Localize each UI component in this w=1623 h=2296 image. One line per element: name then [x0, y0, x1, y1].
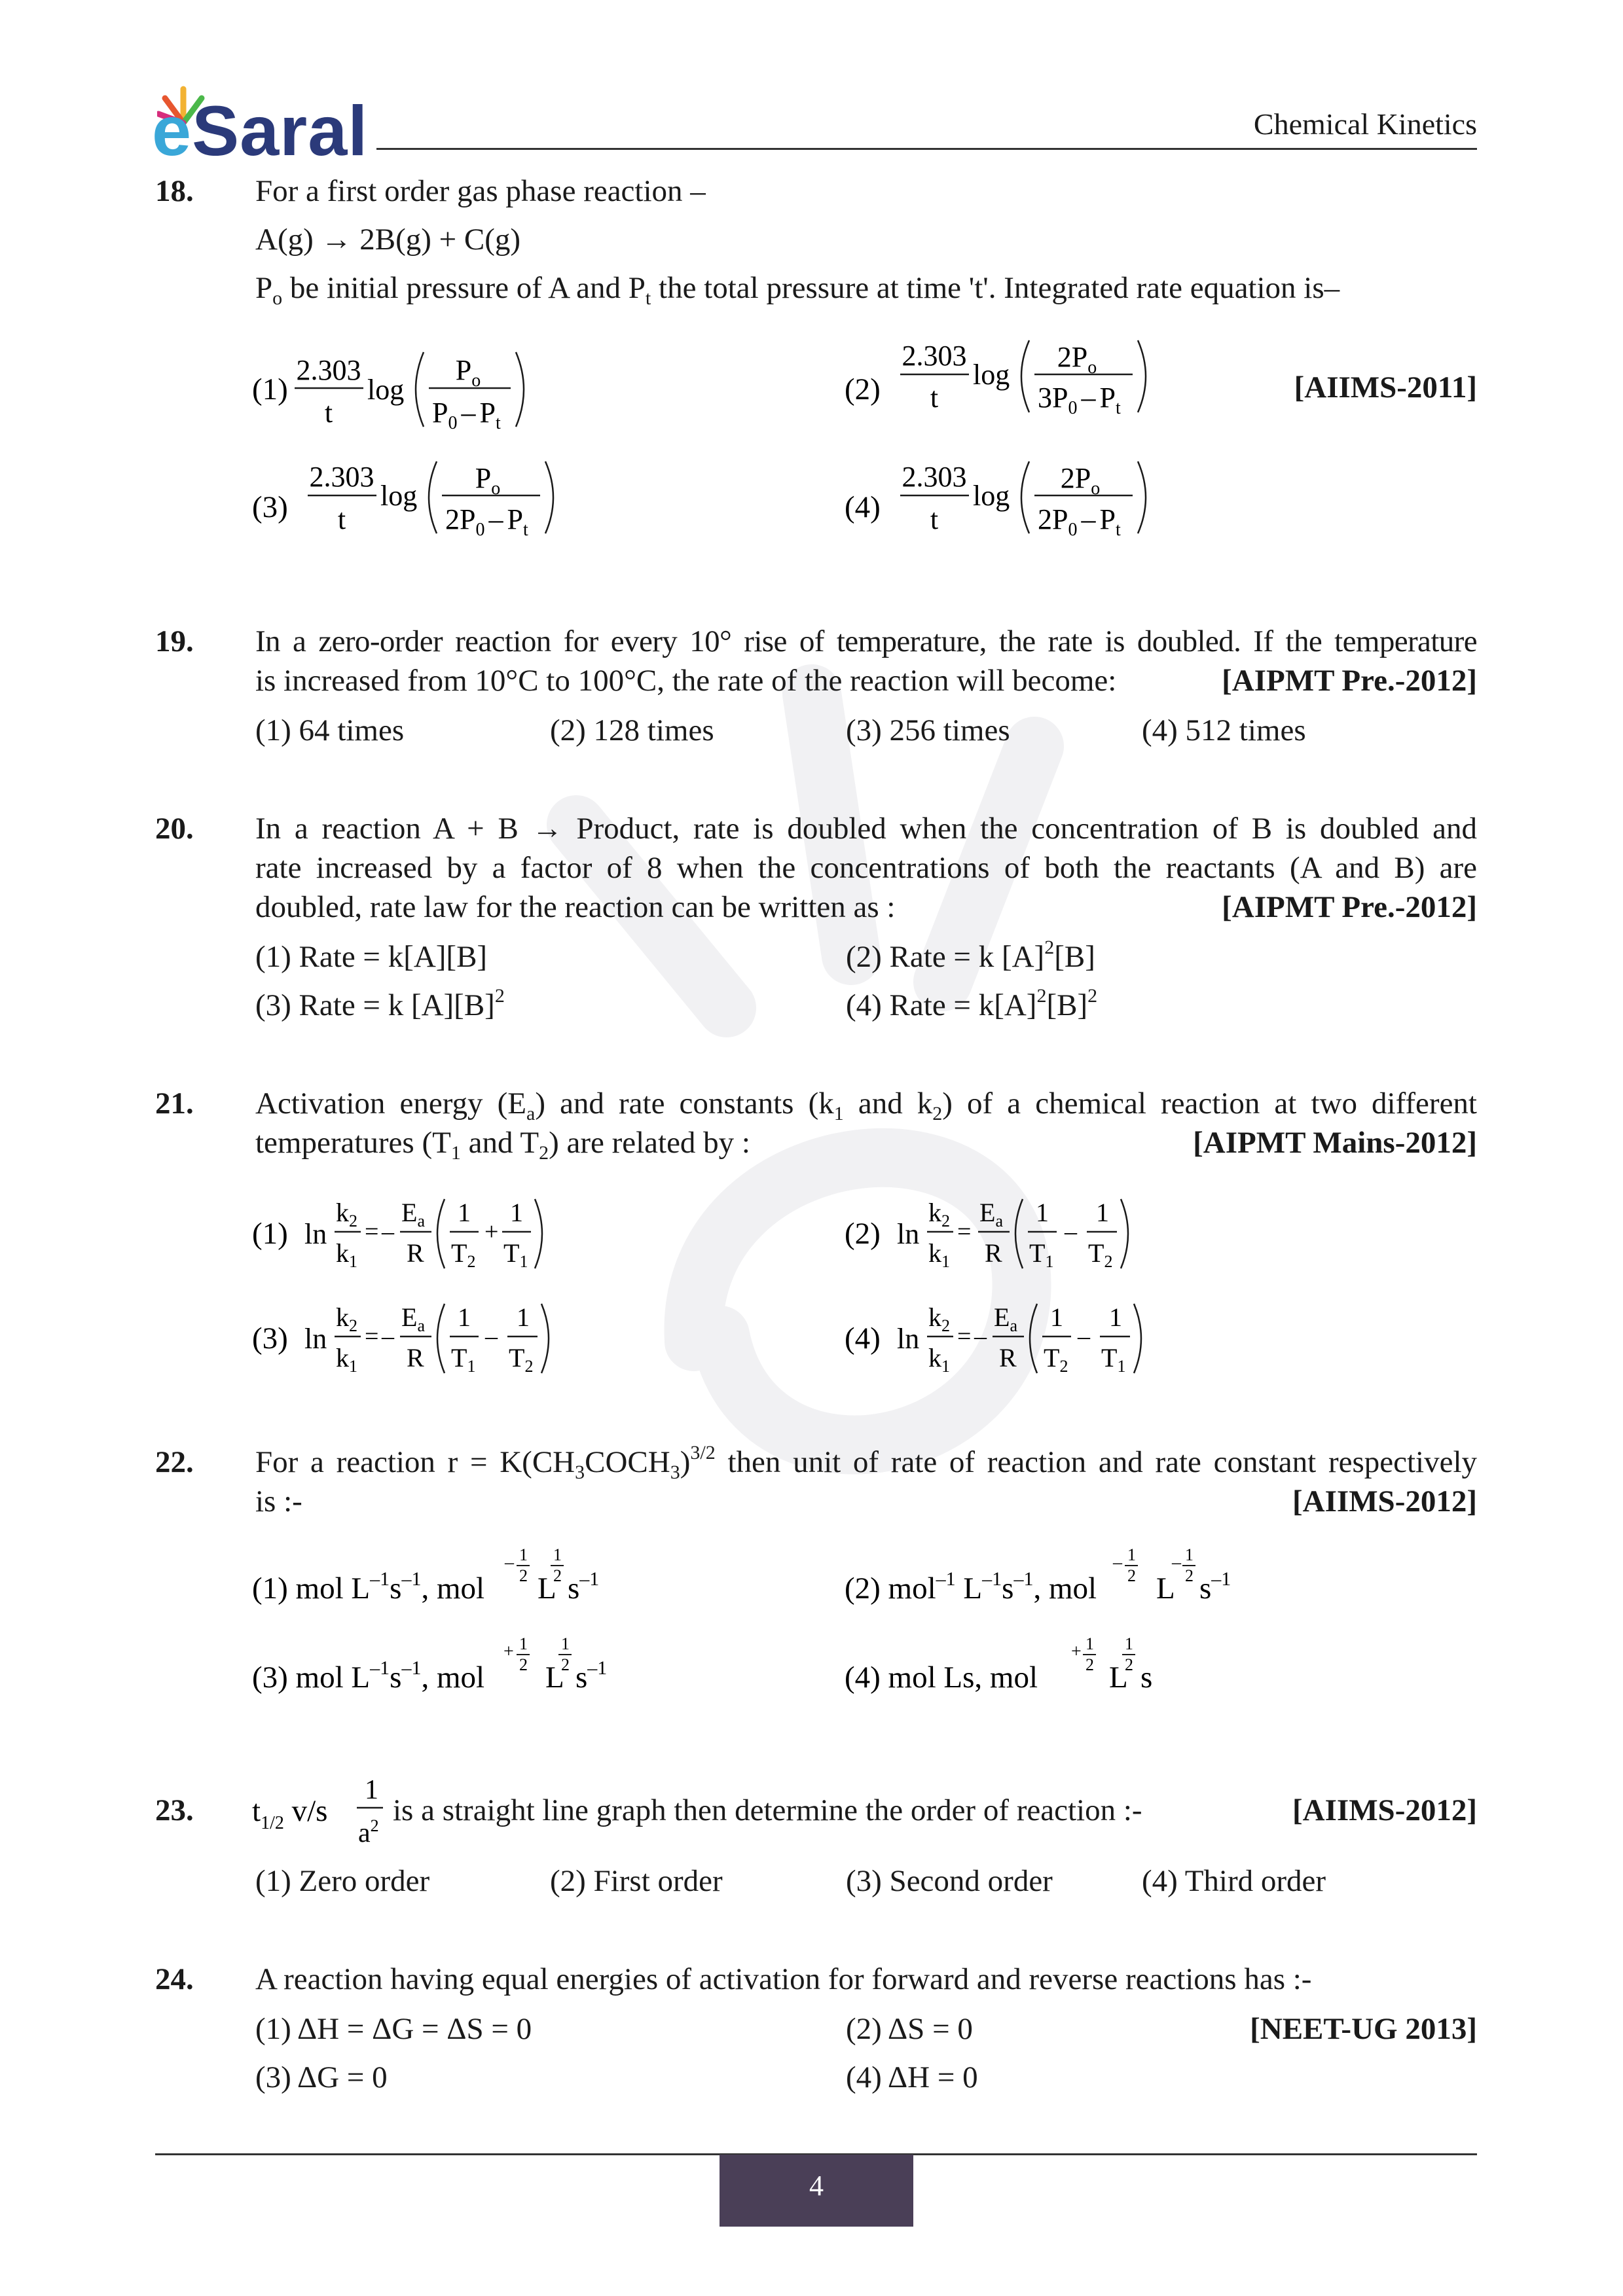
option-4[interactable]: (4) Third order — [1142, 1864, 1326, 1898]
option-2[interactable]: (2) ΔS = 0 — [846, 2012, 973, 2046]
svg-text:2: 2 — [1185, 1566, 1194, 1585]
svg-text:2.303: 2.303 — [902, 340, 967, 372]
svg-text:1: 1 — [517, 1302, 530, 1332]
svg-text:–: – — [382, 1323, 394, 1350]
question-text: In a zero-order reaction for every 10° rise of temperature, the rate is doubled. If the temperature — [255, 624, 1477, 658]
svg-text:Ea: $E_a$ — [401, 1198, 425, 1230]
svg-text:T1: $T_1$ — [503, 1238, 528, 1271]
svg-text:Ea: $E_a$ — [994, 1302, 1017, 1335]
question-number: 21. — [155, 1086, 194, 1121]
question-text: Activation energy $(E_a)$ and rate constants ($k_1$ and $k_2$) of a chemical reaction at two different — [255, 1086, 1477, 1124]
svg-text:1: 1 — [510, 1198, 523, 1227]
svg-text:k2: $k_2$ — [928, 1302, 950, 1335]
svg-text:+: + — [484, 1218, 499, 1246]
svg-text:k1: $k_1$ — [928, 1238, 950, 1271]
chapter-title: Chemical Kinetics — [1253, 107, 1477, 141]
svg-text:(4): (4) — [845, 490, 881, 524]
option-4[interactable]: (4) 512 times — [1142, 713, 1306, 747]
svg-text:+: + — [1071, 1641, 1082, 1662]
svg-text:1: 1 — [553, 1545, 562, 1564]
svg-text:(1): (1) — [252, 1217, 288, 1251]
question-text: rate increased by a factor of 8 when the concentrations of both the reactants (A and B) are — [255, 851, 1477, 885]
svg-text:R: R — [999, 1343, 1017, 1372]
question-text: temperatures ($T_1$ and $T_2$) are related by : — [255, 1126, 750, 1164]
svg-text:R: R — [407, 1343, 424, 1372]
svg-text:t: t — [930, 503, 939, 535]
question-number: 19. — [155, 624, 194, 658]
svg-text:–: – — [1113, 1552, 1122, 1573]
option-2[interactable]: (2) First order — [550, 1864, 723, 1898]
svg-text:–: – — [1172, 1552, 1181, 1573]
svg-text:log: log — [973, 480, 1010, 512]
svg-text:L: L — [545, 1660, 564, 1695]
svg-text:1: 1 — [1096, 1198, 1109, 1227]
svg-text:(4) mol Ls, mol: (4) mol Ls, mol — [845, 1660, 1038, 1695]
logo-text: eSaral — [152, 91, 369, 170]
svg-text:1: 1 — [1125, 1634, 1133, 1653]
svg-text:a2: $a^2$ — [358, 1816, 379, 1848]
svg-text:1: 1 — [519, 1634, 528, 1653]
question-number: 20. — [155, 812, 194, 846]
svg-text:k1: $k_1$ — [336, 1343, 357, 1376]
svg-text:T2: $T_2$ — [1044, 1343, 1068, 1376]
option-2-formula[interactable] — [845, 334, 1198, 445]
svg-text:1: 1 — [1036, 1198, 1049, 1227]
svg-text:(3): (3) — [252, 490, 288, 524]
option-3[interactable]: (3) Rate = k $[A][B]^2$ — [255, 985, 505, 1022]
svg-text:ln: ln — [304, 1323, 327, 1355]
svg-text:2: 2 — [519, 1655, 528, 1674]
question-number: 18. — [155, 174, 194, 208]
svg-text:2P0–Pt: $2P_0 - P_t$ — [445, 503, 528, 540]
svg-text:k1: $k_1$ — [336, 1238, 357, 1271]
svg-text:(3) mol L–1s–1, mol: (3) mol $L^{-1}s^{-1}$, mol — [252, 1657, 485, 1695]
svg-text:–: – — [1078, 1323, 1090, 1350]
svg-text:3P0–Pt: $3P_0 - P_t$ — [1038, 382, 1121, 418]
svg-text:(2) mol–1 L–1s–1, mol: (2) mol$^{-1}$ $L^{-1}s^{-1}$, mol — [845, 1568, 1097, 1605]
svg-text:–: – — [485, 1323, 498, 1350]
svg-text:2.303: 2.303 — [902, 461, 967, 493]
svg-text:L: L — [1109, 1660, 1128, 1695]
option-3-formula[interactable] — [252, 452, 606, 563]
svg-text:–: – — [974, 1323, 987, 1350]
svg-text:(3): (3) — [252, 1321, 288, 1355]
svg-text:ln: ln — [897, 1323, 920, 1355]
svg-text:k2: $k_2$ — [928, 1198, 950, 1230]
question-text: is a straight line graph then determine the order of reaction :- — [393, 1793, 1142, 1827]
option-3[interactable]: (3) 256 times — [846, 713, 1010, 747]
svg-text:ln: ln — [897, 1218, 920, 1250]
option-3[interactable]: (3) Second order — [846, 1864, 1053, 1898]
svg-text:s–1: $s^{-1}$ — [568, 1568, 600, 1605]
svg-text:T2: $T_2$ — [451, 1238, 476, 1271]
svg-text:1: 1 — [458, 1198, 471, 1227]
svg-text:k1: $k_1$ — [928, 1343, 950, 1376]
svg-text:Ea: $E_a$ — [979, 1198, 1003, 1230]
svg-text:2P0–Pt: $2P_0 - P_t$ — [1038, 503, 1121, 540]
svg-text:log: log — [380, 480, 418, 512]
question-text: A reaction having equal energies of activation for forward and reverse reactions has :- — [255, 1962, 1312, 1996]
svg-text:T2: $T_2$ — [509, 1343, 534, 1376]
svg-text:T1: $T_1$ — [1101, 1343, 1126, 1376]
svg-text:=: = — [957, 1323, 972, 1350]
question-formula — [252, 1761, 409, 1859]
svg-text:Po: $P_o$ — [455, 354, 481, 391]
option-1[interactable]: (1) 64 times — [255, 713, 405, 747]
svg-text:=: = — [365, 1323, 379, 1350]
svg-text:1: 1 — [1050, 1302, 1063, 1332]
svg-text:L: L — [1156, 1571, 1175, 1605]
option-4-formula[interactable] — [845, 452, 1198, 563]
svg-text:2Po: $2P_o$ — [1060, 462, 1101, 499]
svg-text:k2: $k_2$ — [336, 1302, 357, 1335]
exam-tag: [AIIMS-2012] — [1292, 1484, 1477, 1518]
exam-tag: [AIPMT Pre.-2012] — [1222, 890, 1477, 924]
option-2[interactable]: (2) 128 times — [550, 713, 714, 747]
svg-text:Po: $P_o$ — [475, 462, 501, 499]
option-1-formula[interactable] — [252, 334, 606, 445]
option-1[interactable]: (1) Zero order — [255, 1864, 430, 1898]
question-text: For a reaction $r = K(CH_3COCH_3)^{3/2}$ then unit of rate of reaction and rate constant respectively — [255, 1442, 1478, 1483]
svg-text:P0–Pt: $P_0 - P_t$ — [432, 397, 501, 433]
question-text: is :- — [255, 1484, 302, 1518]
svg-text:t: t — [324, 397, 333, 429]
svg-text:(1): (1) — [252, 372, 288, 406]
page-number: 4 — [809, 2170, 824, 2202]
option-3[interactable]: (3) ΔG = 0 — [255, 2060, 388, 2094]
svg-text:L: L — [538, 1571, 556, 1605]
svg-text:k2: $k_2$ — [336, 1198, 357, 1230]
svg-text:(1) mol L–1s–1, mol: (1) mol $L^{-1}s^{-1}$, mol — [252, 1568, 485, 1605]
header-rule — [376, 148, 1477, 150]
svg-text:2: 2 — [1085, 1655, 1094, 1674]
svg-text:1: 1 — [561, 1634, 570, 1653]
question-number: 24. — [155, 1962, 194, 1996]
exam-tag: [AIPMT Pre.-2012] — [1222, 664, 1477, 698]
svg-text:(4): (4) — [845, 1321, 881, 1355]
svg-text:T2: $T_2$ — [1088, 1238, 1113, 1271]
option-1[interactable]: (1) Rate = k[A][B] — [255, 940, 488, 974]
svg-text:Ea: $E_a$ — [401, 1302, 425, 1335]
svg-text:(2): (2) — [845, 372, 881, 406]
svg-text:2: 2 — [1127, 1566, 1136, 1585]
exam-tag: [AIIMS-2011] — [1294, 370, 1477, 404]
svg-text:2Po: $2P_o$ — [1057, 341, 1097, 378]
svg-text:T1: $T_1$ — [451, 1343, 476, 1376]
svg-text:1: 1 — [458, 1302, 471, 1332]
question-text: doubled, rate law for the reaction can be written as : — [255, 890, 896, 924]
exam-tag: [NEET-UG 2013] — [1250, 2012, 1477, 2046]
option-4-formula[interactable] — [845, 1289, 1237, 1388]
option-1-formula[interactable] — [252, 1185, 645, 1283]
svg-text:1: 1 — [1185, 1545, 1194, 1564]
reaction-equation: A(g) → 2B(g) + C(g) — [255, 223, 521, 257]
svg-text:R: R — [407, 1238, 424, 1268]
question-text: $P_o$ be initial pressure of A and $P_t$ the total pressure at time 't'. Integrated rate equation is– — [255, 271, 1340, 309]
brand-logo[interactable] — [152, 84, 388, 170]
svg-text:s: s — [1140, 1660, 1153, 1695]
svg-text:1: 1 — [519, 1545, 528, 1564]
svg-text:s–1: $s^{-1}$ — [1199, 1568, 1231, 1605]
svg-text:2: 2 — [553, 1566, 562, 1585]
option-1[interactable]: (1) ΔH = ΔG = ΔS = 0 — [255, 2012, 532, 2046]
svg-text:s–1: $s^{-1}$ — [575, 1657, 608, 1695]
svg-text:=: = — [365, 1218, 379, 1246]
svg-text:–: – — [505, 1552, 514, 1573]
option-4[interactable]: (4) Rate = $k[A]^2[B]^2$ — [846, 985, 1098, 1022]
svg-text:t: t — [930, 382, 939, 414]
option-3-formula[interactable] — [252, 1289, 645, 1388]
question-number: 23. — [155, 1793, 194, 1827]
svg-text:1: 1 — [1109, 1302, 1122, 1332]
svg-text:–: – — [382, 1218, 394, 1246]
svg-text:log: log — [367, 374, 405, 406]
svg-text:–: – — [1065, 1218, 1077, 1246]
svg-text:+: + — [503, 1641, 514, 1662]
svg-text:1: 1 — [365, 1775, 378, 1805]
svg-text:ln: ln — [304, 1218, 327, 1250]
svg-text:2: 2 — [1125, 1655, 1133, 1674]
option-2[interactable]: (2) Rate = k $[A]^2[B]$ — [846, 937, 1095, 974]
svg-text:log: log — [973, 359, 1010, 391]
exam-tag: [AIIMS-2012] — [1292, 1793, 1477, 1827]
svg-text:=: = — [957, 1218, 972, 1246]
svg-text:R: R — [985, 1238, 1002, 1268]
svg-text:t: t — [337, 503, 346, 535]
svg-text:(2): (2) — [845, 1217, 881, 1251]
svg-text:2: 2 — [519, 1566, 528, 1585]
option-1-units[interactable] — [252, 1538, 710, 1623]
svg-text:T1: $T_1$ — [1029, 1238, 1054, 1271]
option-2-formula[interactable] — [845, 1185, 1237, 1283]
option-4[interactable]: (4) ΔH = 0 — [846, 2060, 978, 2094]
question-text: For a first order gas phase reaction – — [255, 174, 706, 208]
option-4-units[interactable] — [845, 1627, 1303, 1712]
question-text: In a reaction A + B → Product, rate is doubled when the concentration of B is doubled and — [255, 812, 1477, 846]
svg-text:2.303: 2.303 — [296, 354, 361, 386]
option-2-units[interactable] — [845, 1538, 1303, 1623]
exam-tag: [AIPMT Mains-2012] — [1193, 1126, 1477, 1160]
option-3-units[interactable] — [252, 1627, 710, 1712]
svg-text:2: 2 — [561, 1655, 570, 1674]
svg-text:1: 1 — [1085, 1634, 1094, 1653]
svg-text:t1/2 v/s: $t_{1/2}$ v/s — [252, 1794, 328, 1833]
svg-text:1: 1 — [1127, 1545, 1136, 1564]
svg-text:2.303: 2.303 — [309, 461, 374, 493]
question-text: is increased from 10°C to 100°C, the rate of the reaction will become: — [255, 664, 1117, 698]
question-number: 22. — [155, 1445, 194, 1479]
